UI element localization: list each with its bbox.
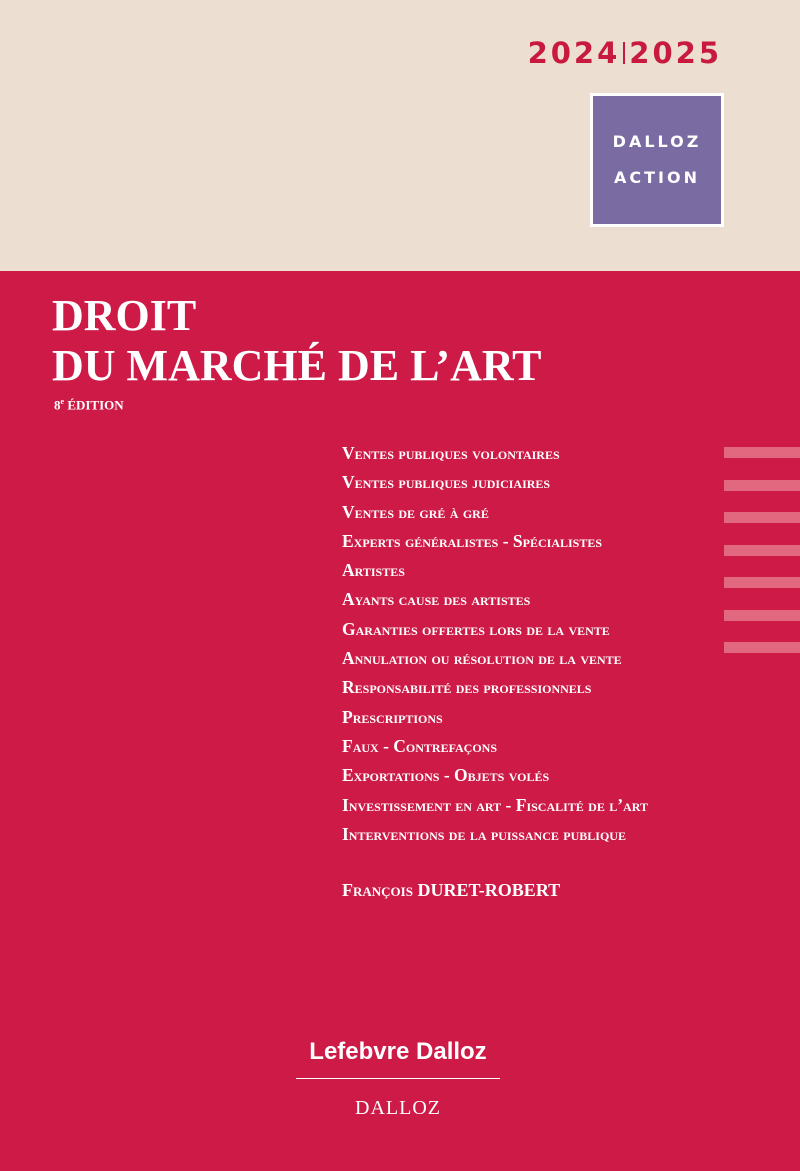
- stripe: [724, 545, 800, 556]
- topic-item: Ayants cause des artistes: [342, 589, 531, 610]
- topic-item: Ventes publiques judiciaires: [342, 472, 551, 493]
- year-start: 2024: [527, 36, 621, 70]
- stripe: [724, 610, 800, 621]
- book-title: [52, 291, 541, 391]
- topic-item: Artistes: [342, 560, 405, 581]
- publisher-divider: [296, 1078, 500, 1079]
- topic-item: Exportations - Objets volés: [342, 765, 550, 786]
- topic-item: Garanties offertes lors de la vente: [342, 618, 610, 639]
- author-first-name: François: [342, 880, 413, 900]
- title-line-1: DROIT: [52, 291, 197, 340]
- topic-item: Responsabilité des professionnels: [342, 677, 592, 698]
- author-name: [342, 880, 560, 901]
- collection-logo: [590, 93, 724, 227]
- edition-suffix: e: [60, 397, 65, 406]
- publisher-name: Lefebvre Dalloz: [309, 1038, 487, 1065]
- stripe: [724, 577, 800, 588]
- stripe: [724, 512, 800, 523]
- collection-line-2: ACTION: [614, 168, 700, 187]
- stripe: [724, 642, 800, 653]
- imprint-logo: DALLOZ: [355, 1097, 441, 1119]
- author-last-name: DURET-ROBERT: [417, 880, 561, 900]
- edition-years: [528, 36, 722, 70]
- topic-item: Ventes de gré à gré: [342, 501, 489, 522]
- topic-list: [342, 439, 648, 849]
- topic-item: Faux - Contrefaçons: [342, 735, 498, 756]
- topic-item: Investissement en art - Fiscalité de l’art: [342, 794, 648, 815]
- decorative-stripes: [724, 447, 800, 675]
- title-line-2: DU MARCHÉ DE L’ART: [52, 341, 542, 390]
- edition-label: [54, 397, 124, 413]
- topic-item: Experts généralistes - Spécialistes: [342, 530, 603, 551]
- topic-item: Interventions de la puissance publique: [342, 823, 626, 844]
- year-end: 2025: [629, 36, 722, 70]
- stripe: [724, 447, 800, 458]
- collection-line-1: DALLOZ: [612, 132, 702, 151]
- edition-number: 8: [54, 397, 61, 413]
- edition-word: ÉDITION: [67, 397, 124, 413]
- year-separator: [623, 42, 625, 64]
- topic-item: Annulation ou résolution de la vente: [342, 648, 622, 669]
- stripe: [724, 480, 800, 491]
- topic-item: Prescriptions: [342, 706, 443, 727]
- topic-item: Ventes publiques volontaires: [342, 443, 560, 463]
